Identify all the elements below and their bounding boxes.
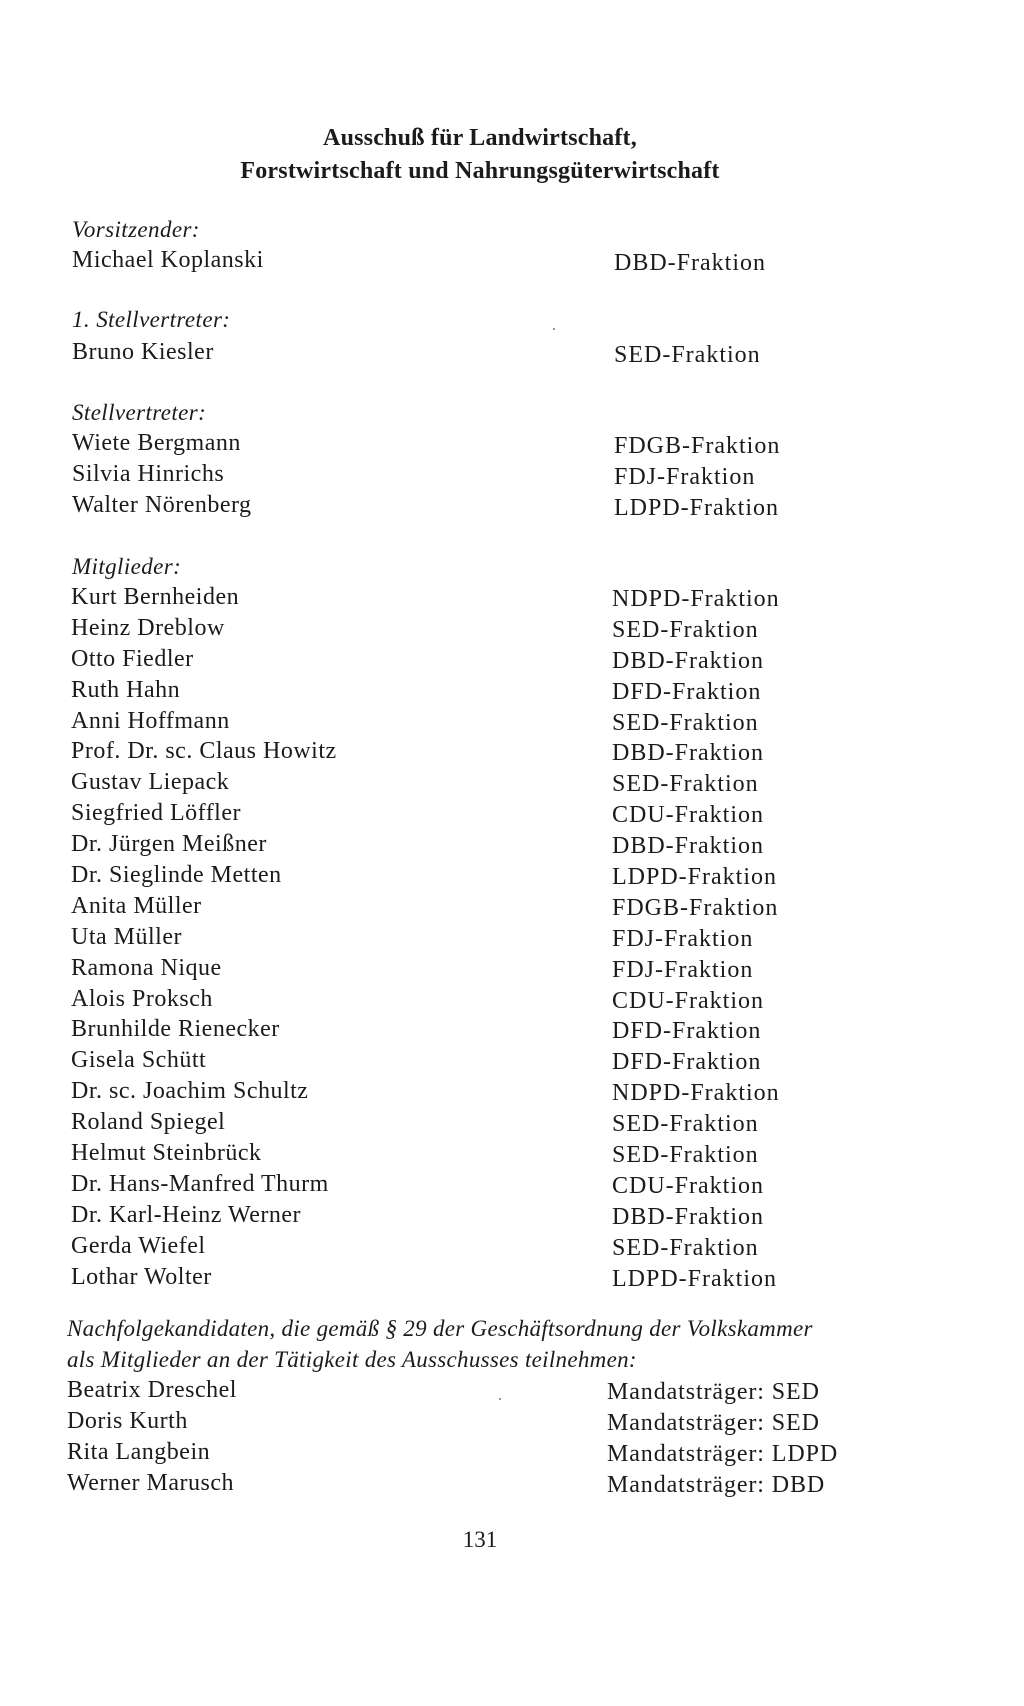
member-row xyxy=(0,922,1024,953)
member-row xyxy=(0,953,1024,984)
deputy-party: FDGB-Fraktion xyxy=(614,433,781,459)
member-row xyxy=(0,706,1024,737)
member-name: Kurt Bernheiden xyxy=(71,584,240,610)
member-name: Anita Müller xyxy=(71,892,202,919)
member-party: DFD-Fraktion xyxy=(612,678,762,705)
member-name: Brunhilde Rienecker xyxy=(71,1016,280,1043)
member-party: DFD-Fraktion xyxy=(612,1018,762,1045)
deputy-party: FDJ-Fraktion xyxy=(614,463,756,490)
member-row xyxy=(0,1138,1024,1169)
first-deputy-name: Bruno Kiesler xyxy=(72,339,214,365)
member-row xyxy=(0,613,1024,644)
member-party: DBD-Fraktion xyxy=(612,647,764,674)
member-name: Lothar Wolter xyxy=(71,1263,212,1290)
member-name: Uta Müller xyxy=(71,923,182,950)
page-number: 131 xyxy=(462,1527,498,1552)
member-name: Gustav Liepack xyxy=(71,769,230,796)
deputy-row xyxy=(0,490,1024,521)
member-name: Otto Fiedler xyxy=(71,645,194,672)
successors-list xyxy=(0,1375,1024,1499)
member-row xyxy=(0,829,1024,860)
member-party: SED-Fraktion xyxy=(612,616,759,643)
successor-row xyxy=(0,1375,1024,1406)
member-party: CDU-Fraktion xyxy=(612,802,764,829)
member-row xyxy=(0,1262,1024,1293)
member-party: SED-Fraktion xyxy=(612,771,759,798)
member-name: Gisela Schütt xyxy=(71,1047,207,1074)
deputies-label: Stellvertreter: xyxy=(72,400,207,425)
member-party: DBD-Fraktion xyxy=(612,833,764,860)
member-name: Dr. Sieglinde Metten xyxy=(71,862,282,889)
member-row xyxy=(0,1107,1024,1138)
member-row xyxy=(0,736,1024,767)
scan-speck xyxy=(499,1398,501,1400)
first-deputy-party: SED-Fraktion xyxy=(614,342,761,368)
member-row xyxy=(0,1200,1024,1231)
successor-name: Beatrix Dreschel xyxy=(67,1377,237,1403)
member-name: Anni Hoffmann xyxy=(71,707,230,734)
committee-title-line-2: Forstwirtschaft und Nahrungsgüterwirtschaft xyxy=(240,158,720,184)
successor-name: Doris Kurth xyxy=(67,1407,188,1434)
member-row xyxy=(0,1076,1024,1107)
deputies-list xyxy=(0,428,1024,521)
successor-row xyxy=(0,1406,1024,1437)
successor-name: Werner Marusch xyxy=(67,1469,234,1496)
member-party: FDJ-Fraktion xyxy=(612,956,754,983)
member-name: Alois Proksch xyxy=(71,985,213,1012)
successor-row xyxy=(0,1468,1024,1499)
member-row xyxy=(0,798,1024,829)
member-party: SED-Fraktion xyxy=(612,1234,759,1261)
members-list xyxy=(0,582,1024,1292)
member-party: CDU-Fraktion xyxy=(612,987,764,1014)
successor-mandate: Mandatsträger: SED xyxy=(607,1379,820,1405)
member-party: DFD-Fraktion xyxy=(612,1049,762,1076)
member-party: SED-Fraktion xyxy=(612,709,759,736)
successor-mandate: Mandatsträger: SED xyxy=(607,1409,820,1436)
member-row xyxy=(0,1169,1024,1200)
member-row xyxy=(0,860,1024,891)
member-party: CDU-Fraktion xyxy=(612,1172,764,1199)
member-party: SED-Fraktion xyxy=(612,1111,759,1138)
member-row xyxy=(0,1014,1024,1045)
member-row xyxy=(0,1045,1024,1076)
deputy-name: Walter Nörenberg xyxy=(72,491,252,518)
member-name: Ramona Nique xyxy=(71,954,222,981)
member-name: Roland Spiegel xyxy=(71,1109,226,1136)
deputy-party: LDPD-Fraktion xyxy=(614,494,779,521)
first-deputy-label: 1. Stellvertreter: xyxy=(72,307,231,332)
member-name: Dr. Jürgen Meißner xyxy=(71,831,267,858)
member-row xyxy=(0,1231,1024,1262)
member-name: Prof. Dr. sc. Claus Howitz xyxy=(71,738,337,765)
member-party: NDPD-Fraktion xyxy=(612,586,780,612)
committee-title-line-1: Ausschuß für Landwirtschaft, xyxy=(323,125,637,151)
successor-row xyxy=(0,1437,1024,1468)
deputy-row xyxy=(0,459,1024,490)
successor-note xyxy=(67,1313,927,1375)
member-party: FDGB-Fraktion xyxy=(612,894,779,921)
successor-mandate: Mandatsträger: LDPD xyxy=(607,1440,839,1467)
scan-speck xyxy=(553,328,555,330)
member-name: Ruth Hahn xyxy=(71,676,181,703)
chair-name: Michael Koplanski xyxy=(72,247,264,273)
member-name: Gerda Wiefel xyxy=(71,1232,206,1259)
member-party: FDJ-Fraktion xyxy=(612,925,754,952)
member-row xyxy=(0,891,1024,922)
member-name: Helmut Steinbrück xyxy=(71,1140,262,1167)
successor-note-line-1: Nachfolgekandidaten, die gemäß § 29 der Geschäftsordnung der Volkskammer xyxy=(67,1316,813,1341)
member-row xyxy=(0,984,1024,1015)
member-row xyxy=(0,582,1024,613)
successor-note-line-2: als Mitglieder an der Tätigkeit des Ausschusses teilnehmen: xyxy=(67,1347,637,1372)
member-row xyxy=(0,644,1024,675)
member-name: Dr. sc. Joachim Schultz xyxy=(71,1078,309,1105)
member-party: DBD-Fraktion xyxy=(612,1203,764,1230)
successor-mandate: Mandatsträger: DBD xyxy=(607,1471,826,1498)
member-row xyxy=(0,767,1024,798)
successor-name: Rita Langbein xyxy=(67,1438,211,1465)
members-label: Mitglieder: xyxy=(72,554,182,579)
chair-label: Vorsitzender: xyxy=(72,217,200,242)
member-party: LDPD-Fraktion xyxy=(612,864,777,891)
chair-party: DBD-Fraktion xyxy=(614,250,766,276)
member-party: LDPD-Fraktion xyxy=(612,1265,777,1292)
member-party: SED-Fraktion xyxy=(612,1142,759,1169)
member-name: Dr. Hans-Manfred Thurm xyxy=(71,1170,329,1197)
deputy-row xyxy=(0,428,1024,459)
deputy-name: Wiete Bergmann xyxy=(72,430,241,456)
deputy-name: Silvia Hinrichs xyxy=(72,460,225,487)
member-name: Dr. Karl-Heinz Werner xyxy=(71,1201,302,1228)
member-row xyxy=(0,675,1024,706)
member-party: NDPD-Fraktion xyxy=(612,1080,780,1107)
member-name: Heinz Dreblow xyxy=(71,614,225,641)
member-party: DBD-Fraktion xyxy=(612,740,764,767)
member-name: Siegfried Löffler xyxy=(71,800,241,827)
